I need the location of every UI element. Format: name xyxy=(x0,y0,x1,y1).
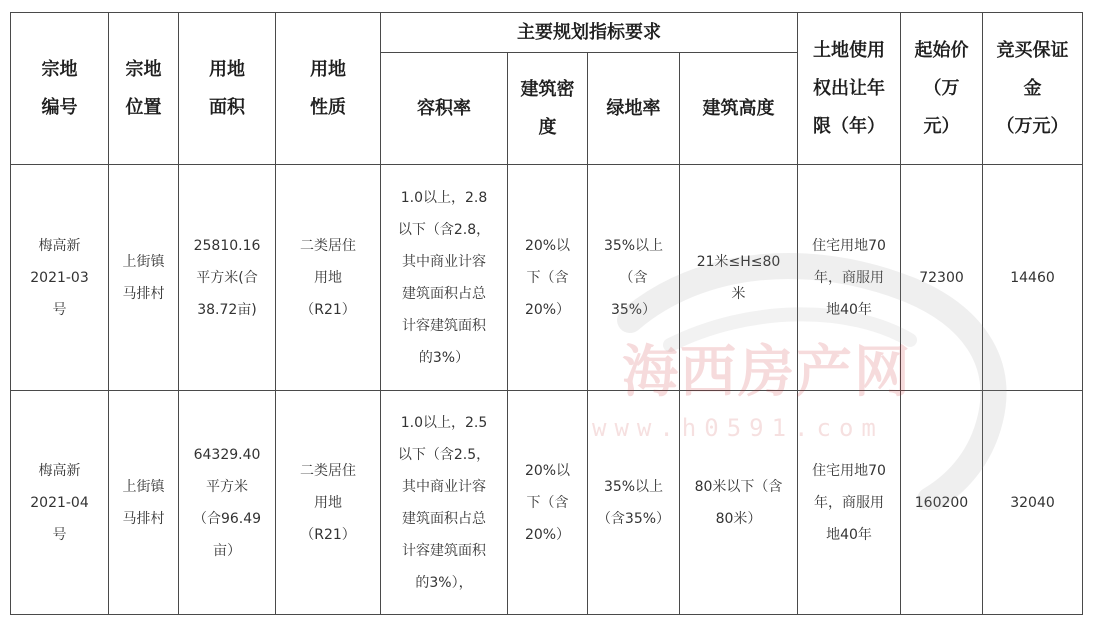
cell-use: 二类居住 用地 （R21） xyxy=(276,391,381,615)
land-auction-table-wrap xyxy=(10,12,1082,615)
header-location: 宗地 位置 xyxy=(109,13,179,165)
cell-height: 80米以下（含 80米） xyxy=(680,391,798,615)
cell-term: 住宅用地70 年，商服用 地40年 xyxy=(798,165,901,391)
header-height: 建筑高度 xyxy=(680,53,798,165)
cell-green: 35%以上 （含35%） xyxy=(588,391,680,615)
cell-density: 20%以 下（含 20%） xyxy=(508,391,588,615)
cell-far: 1.0以上，2.8 以下（含2.8， 其中商业计容 建筑面积占总 计容建筑面积 的3%） xyxy=(381,165,508,391)
header-use: 用地 性质 xyxy=(276,13,381,165)
header-far: 容积率 xyxy=(381,53,508,165)
cell-use: 二类居住 用地 （R21） xyxy=(276,165,381,391)
cell-start-price: 160200 xyxy=(901,391,983,615)
cell-location: 上街镇 马排村 xyxy=(109,391,179,615)
cell-parcel-no: 梅高新 2021-04 号 xyxy=(11,391,109,615)
cell-parcel-no: 梅高新 2021-03 号 xyxy=(11,165,109,391)
cell-start-price: 72300 xyxy=(901,165,983,391)
watermark-text: 海西房产网 xyxy=(622,340,912,405)
header-planning-group: 主要规划指标要求 xyxy=(381,13,798,53)
header-row-1 xyxy=(11,13,1083,53)
table-row xyxy=(11,391,1083,615)
header-green: 绿地率 xyxy=(588,53,680,165)
watermark-url: www.h0591.com xyxy=(592,414,884,442)
header-term: 土地使用 权出让年 限（年） xyxy=(798,13,901,165)
land-auction-table xyxy=(10,12,1083,615)
header-parcel-no: 宗地 编号 xyxy=(11,13,109,165)
cell-green: 35%以上 （含 35%） xyxy=(588,165,680,391)
cell-location: 上街镇 马排村 xyxy=(109,165,179,391)
header-density: 建筑密 度 xyxy=(508,53,588,165)
cell-deposit: 32040 xyxy=(983,391,1083,615)
cell-term: 住宅用地70 年，商服用 地40年 xyxy=(798,391,901,615)
cell-far: 1.0以上，2.5 以下（含2.5， 其中商业计容 建筑面积占总 计容建筑面积 的3%）， xyxy=(381,391,508,615)
header-area: 用地 面积 xyxy=(179,13,276,165)
cell-density: 20%以 下（含 20%） xyxy=(508,165,588,391)
cell-height: 21米≤H≤80 米 xyxy=(680,165,798,391)
cell-area: 25810.16 平方米(合 38.72亩) xyxy=(179,165,276,391)
header-deposit: 竞买保证 金 （万元） xyxy=(983,13,1083,165)
cell-deposit: 14460 xyxy=(983,165,1083,391)
cell-area: 64329.40 平方米 （合96.49 亩） xyxy=(179,391,276,615)
header-start-price: 起始价 （万 元） xyxy=(901,13,983,165)
table-row xyxy=(11,165,1083,391)
